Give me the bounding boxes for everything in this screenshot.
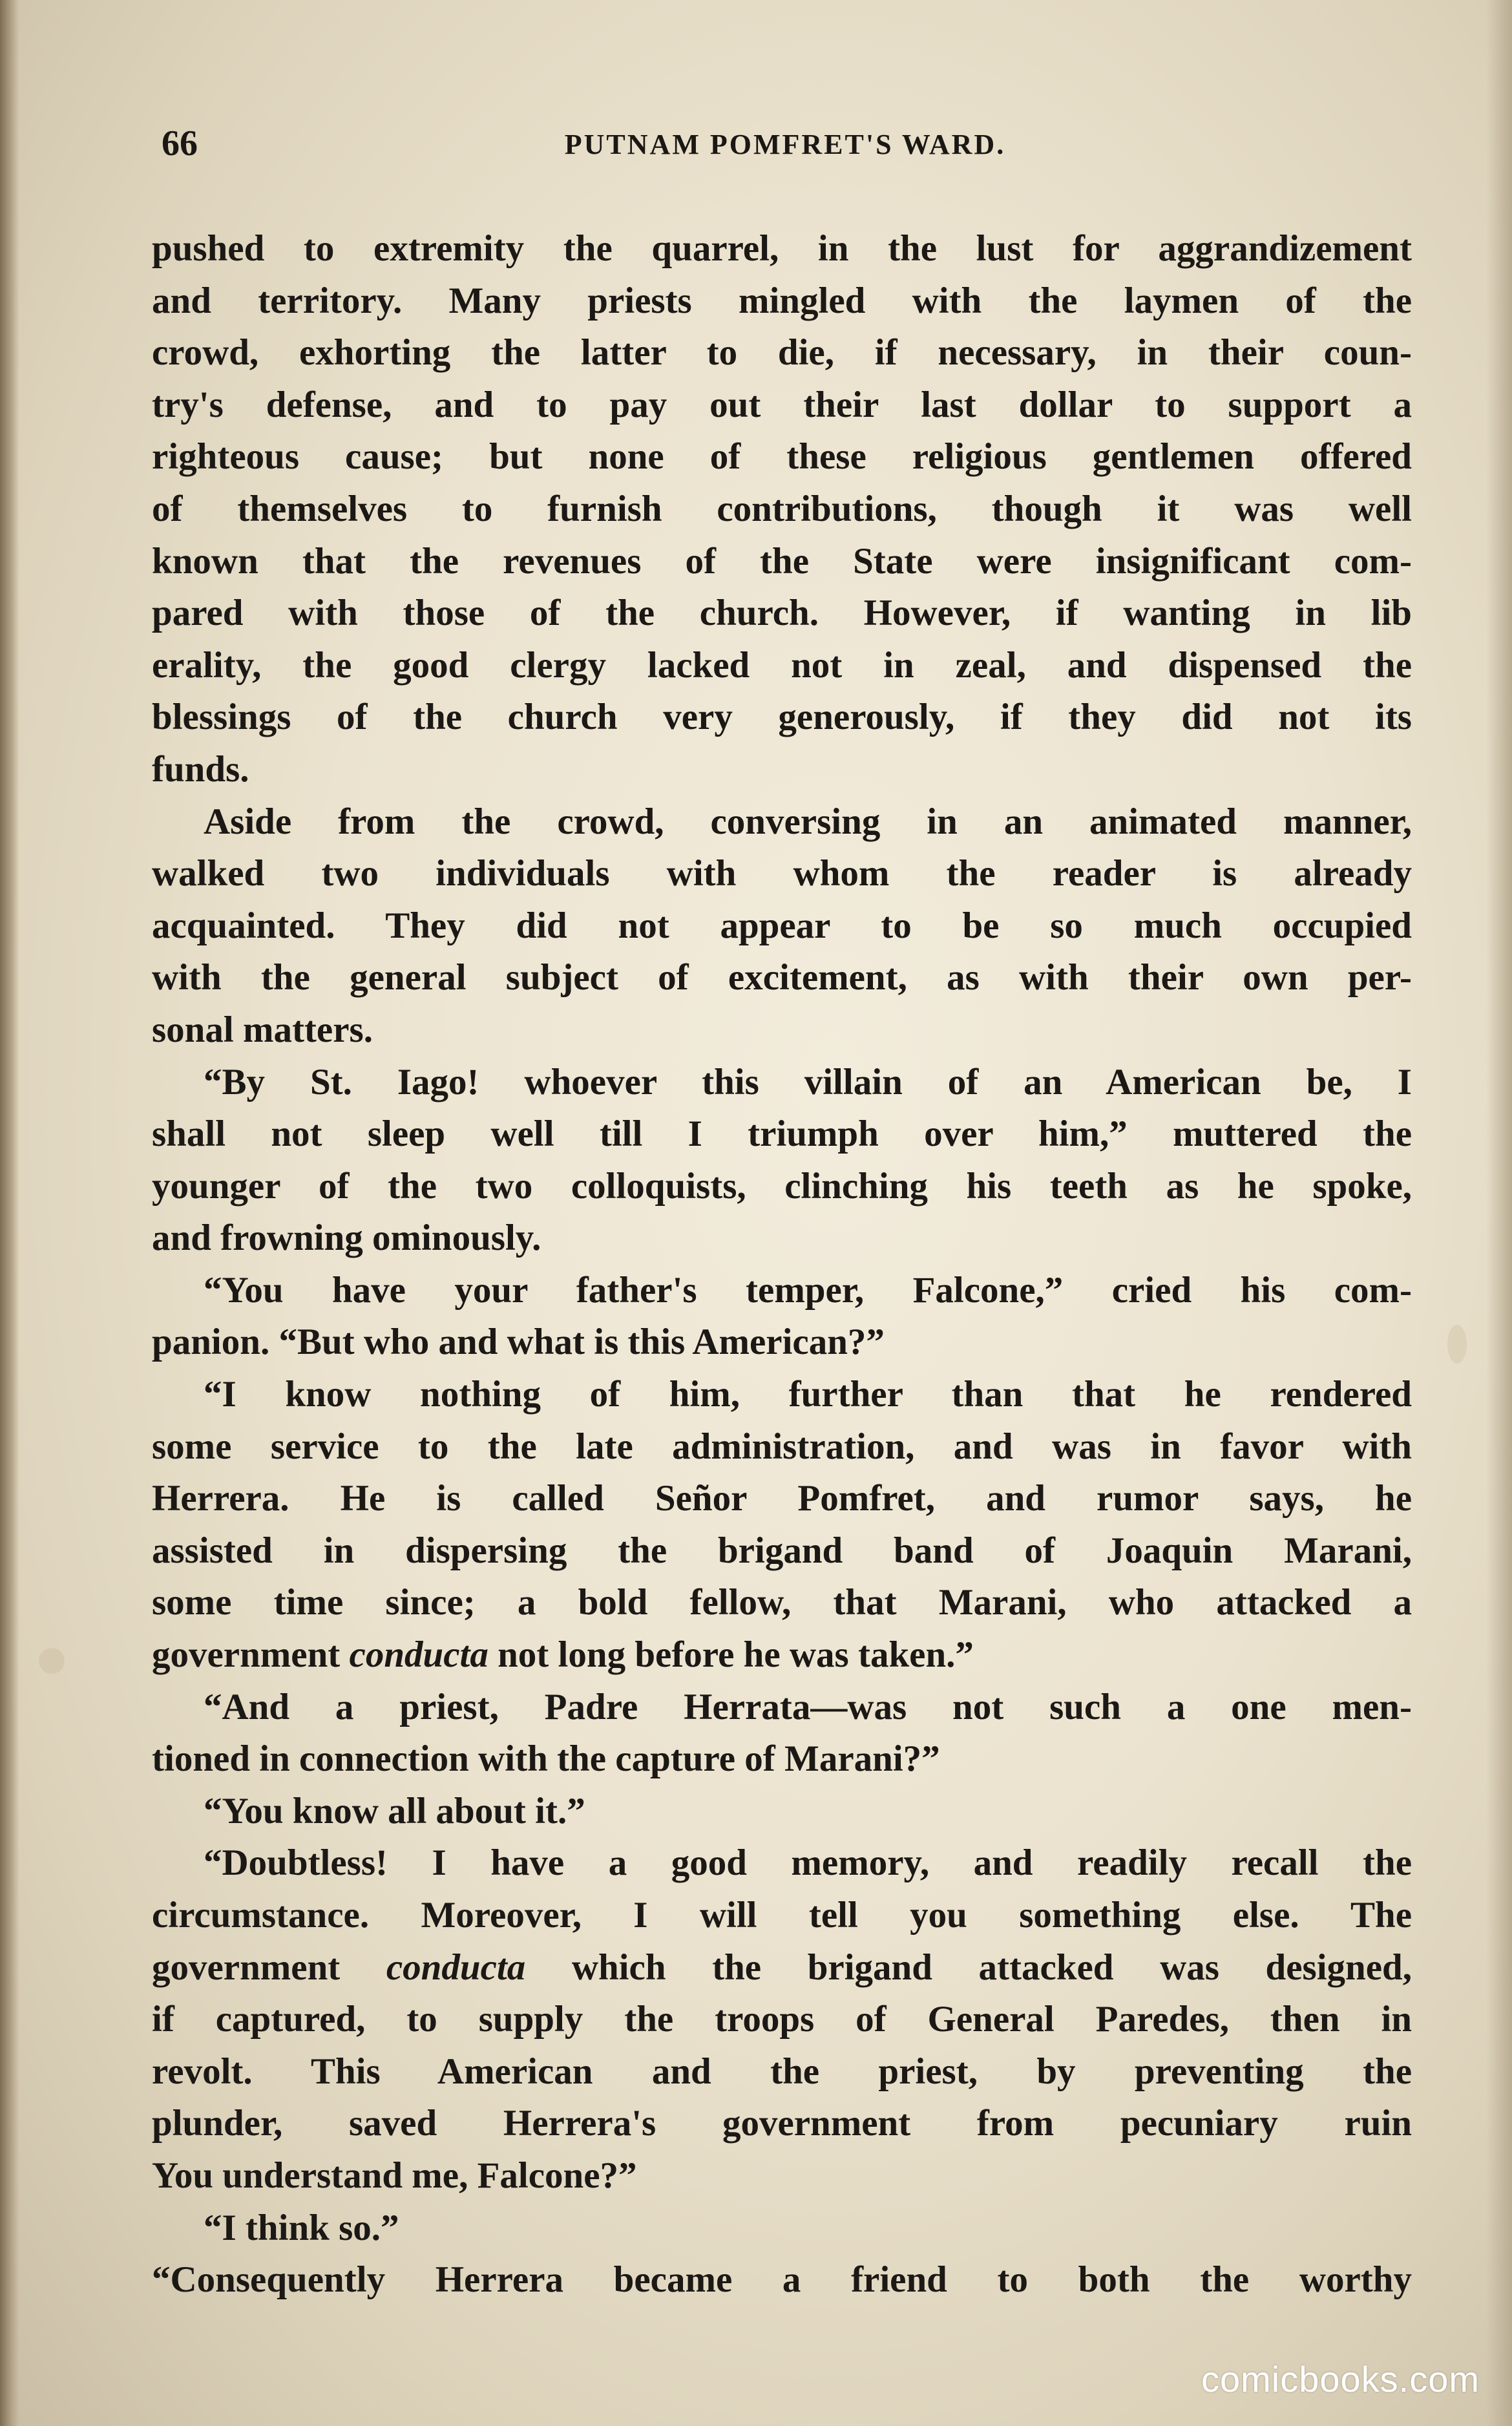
text-line: funds. bbox=[152, 748, 249, 790]
running-head: PUTNAM POMFRET'S WARD. bbox=[564, 129, 1006, 160]
paper-stain bbox=[39, 1648, 65, 1674]
italic-word: conducta bbox=[386, 1946, 526, 1988]
text-line: pared with those of the church. However, if wanting in lib bbox=[152, 593, 1412, 634]
text-line: crowd, exhorting the latter to die, if necessary, in their coun- bbox=[152, 332, 1412, 374]
text-line: of themselves to furnish contributions, though it was well bbox=[152, 488, 1412, 529]
text-line: acquainted. They did not appear to be so much occupied bbox=[152, 905, 1412, 946]
text-line: “Doubtless! I have a good memory, and readily recall the bbox=[204, 1842, 1412, 1884]
text-line: revolt. This American and the priest, by preventing the bbox=[152, 2051, 1412, 2092]
text-line: circumstance. Moreover, I will tell you something else. The bbox=[152, 1895, 1412, 1936]
text-line: if captured, to supply the troops of General Paredes, then in bbox=[152, 1999, 1412, 2040]
text-line: sonal matters. bbox=[152, 1009, 373, 1050]
text-line: Aside from the crowd, conversing in an animated manner, bbox=[204, 801, 1412, 842]
page-number: 66 bbox=[162, 123, 198, 163]
page-right-edge bbox=[1486, 0, 1512, 2426]
text-line: “Consequently Herrera became a friend to both the worthy bbox=[152, 2259, 1412, 2301]
text-line: “You know all about it.” bbox=[204, 1790, 585, 1831]
text-line: “You have your father's temper, Falcone,” cried his com- bbox=[204, 1269, 1412, 1311]
paper-stain bbox=[1447, 1325, 1467, 1364]
watermark: comicbooks.com bbox=[1201, 2359, 1480, 2400]
text-line: panion. “But who and what is this American?” bbox=[152, 1322, 885, 1363]
text-line: known that the revenues of the State were insignificant com- bbox=[152, 540, 1412, 582]
page-header bbox=[162, 123, 1409, 168]
text-line: erality, the good clergy lacked not in zeal, and dispensed the bbox=[152, 644, 1412, 686]
text-line: “By St. Iago! whoever this villain of an American be, I bbox=[204, 1061, 1412, 1102]
text-line: shall not sleep well till I triumph over him,” muttered the bbox=[152, 1113, 1412, 1155]
page-left-edge bbox=[0, 0, 19, 2426]
italic-word: conducta bbox=[349, 1634, 488, 1676]
text-line: younger of the two colloquists, clinching his teeth as he spoke, bbox=[152, 1165, 1412, 1207]
text-line: try's defense, and to pay out their last dollar to support a bbox=[152, 384, 1412, 425]
text-line: “I think so.” bbox=[204, 2207, 399, 2248]
text-line: “And a priest, Padre Herrata—was not such a one men- bbox=[204, 1686, 1412, 1727]
text-line: with the general subject of excitement, as with their own per- bbox=[152, 957, 1412, 998]
text-line: righteous cause; but none of these religious gentlemen offered bbox=[152, 436, 1412, 478]
text-line: government conducta not long before he was taken.” bbox=[152, 1634, 974, 1676]
text-line: and frowning ominously. bbox=[152, 1218, 541, 1259]
text-line: Herrera. He is called Señor Pomfret, and rumor says, he bbox=[152, 1478, 1412, 1519]
text-line: some service to the late administration, and was in favor with bbox=[152, 1426, 1412, 1467]
text-line: blessings of the church very generously, if they did not its bbox=[152, 697, 1412, 738]
text-line: “I know nothing of him, further than that he rendered bbox=[204, 1374, 1412, 1415]
body-text bbox=[152, 223, 1412, 2306]
text-line: walked two individuals with whom the reader is already bbox=[152, 853, 1412, 894]
text-line: some time since; a bold fellow, that Marani, who attacked a bbox=[152, 1582, 1412, 1623]
text-line: assisted in dispersing the brigand band of Joaquin Marani, bbox=[152, 1530, 1412, 1571]
text-line: tioned in connection with the capture of Marani?” bbox=[152, 1738, 940, 1780]
text-line: and territory. Many priests mingled with the laymen of the bbox=[152, 280, 1412, 321]
text-line: government conducta which the brigand attacked was designed, bbox=[152, 1946, 1412, 1988]
text-line: plunder, saved Herrera's government from pecuniary ruin bbox=[152, 2103, 1412, 2144]
text-line: You understand me, Falcone?” bbox=[152, 2155, 637, 2196]
text-line: pushed to extremity the quarrel, in the lust for aggrandizement bbox=[152, 228, 1412, 269]
